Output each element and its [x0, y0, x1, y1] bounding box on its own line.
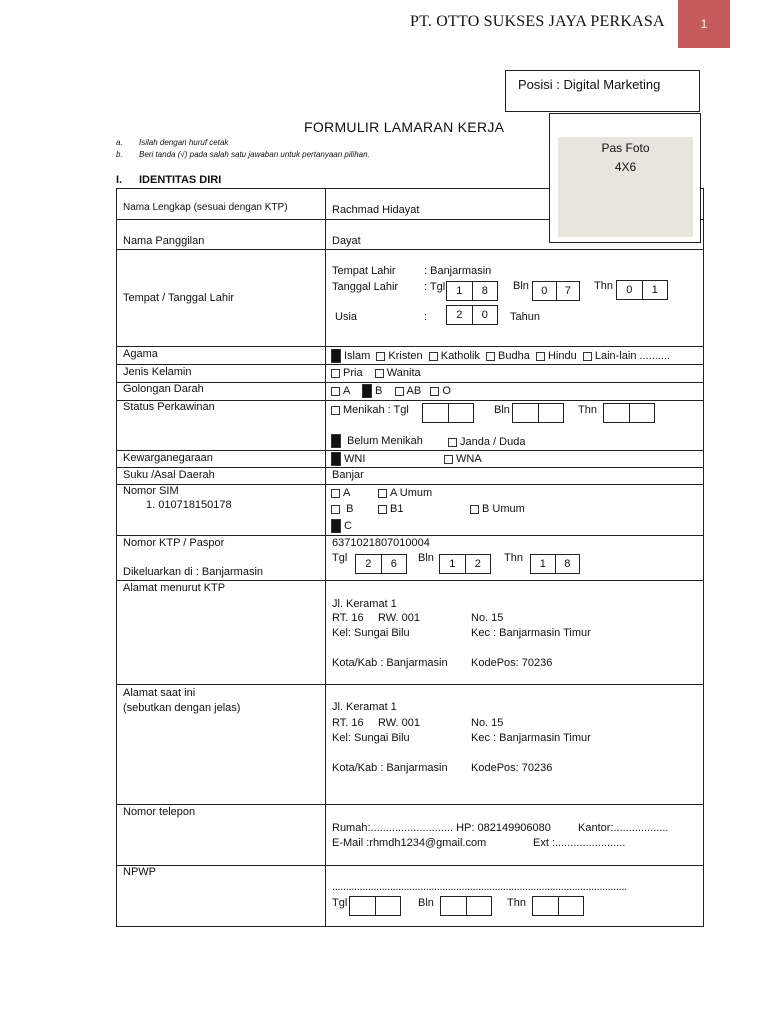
blood-type-options[interactable]	[331, 384, 451, 398]
license-label: Nomor SIM	[123, 485, 179, 497]
digit-box: 0	[626, 284, 633, 296]
digit-box	[423, 404, 448, 422]
license-number[interactable]: 1. 010718150178	[146, 499, 232, 511]
ktp-address-label: Alamat menurut KTP	[123, 582, 226, 594]
checkbox-icon[interactable]	[331, 387, 340, 396]
widowed-option[interactable]	[448, 436, 525, 448]
option-hindu: Hindu	[547, 349, 577, 362]
current-street[interactable]: Jl. Keramat 1	[332, 701, 397, 713]
ktp-rw[interactable]: RW. 001	[378, 612, 420, 624]
row-divider	[117, 684, 703, 685]
row-divider	[117, 249, 703, 250]
option-pria: Pria	[343, 367, 363, 379]
issued-at: Dikeluarkan di : Banjarmasin	[123, 566, 264, 578]
years-label: Tahun	[510, 311, 540, 323]
checkbox-icon[interactable]	[375, 369, 384, 378]
religion-label: Agama	[123, 348, 158, 360]
row-divider	[117, 484, 703, 485]
full-name-label: Nama Lengkap (sesuai dengan KTP)	[123, 202, 288, 213]
checkbox-icon[interactable]	[376, 352, 385, 361]
birthplace-value[interactable]: : Banjarmasin	[424, 265, 492, 277]
married-option[interactable]	[331, 404, 409, 416]
checkbox-icon[interactable]	[331, 505, 340, 514]
current-rt[interactable]: RT. 16	[332, 717, 364, 729]
option-sim-b: B	[346, 503, 354, 515]
full-name-value[interactable]: Rachmad Hidayat	[332, 204, 420, 216]
wni-option[interactable]	[331, 452, 365, 466]
photo-size: 4X6	[614, 160, 637, 174]
checkbox-icon[interactable]	[536, 352, 545, 361]
gender-label: Jenis Kelamin	[123, 366, 192, 378]
digit-box: 1	[456, 285, 463, 297]
tax-year-label: Thn	[507, 897, 526, 909]
checkbox-icon[interactable]	[430, 387, 439, 396]
ethnicity-label: Suku /Asal Daerah	[123, 469, 215, 481]
page-number: 1	[678, 0, 730, 48]
digit-box: 0	[541, 285, 548, 297]
digit-box: 0	[472, 306, 498, 324]
age-boxes[interactable]	[446, 305, 498, 325]
license-b1-option[interactable]	[378, 503, 403, 515]
married-day-boxes[interactable]	[422, 403, 474, 423]
note-marker-b: b.	[116, 150, 123, 159]
digit-box	[513, 404, 538, 422]
license-a-option[interactable]	[331, 487, 350, 499]
ethnicity-value[interactable]: Banjar	[332, 469, 364, 481]
checkbox-icon[interactable]	[486, 352, 495, 361]
digit-box: 2	[456, 309, 463, 321]
row-divider	[117, 346, 703, 347]
ktp-street[interactable]: Jl. Keramat 1	[332, 598, 397, 610]
digit-box	[604, 404, 629, 422]
option-sim-a: A	[343, 487, 351, 499]
current-house-number[interactable]: No. 15	[471, 717, 504, 729]
license-c-option[interactable]	[331, 519, 352, 533]
digit-box	[533, 897, 558, 915]
row-divider	[117, 804, 703, 805]
ktp-district[interactable]: Kec : Banjarmasin Timur	[471, 627, 591, 639]
married-year-label: Thn	[578, 404, 597, 416]
checkbox-checked-icon[interactable]	[331, 349, 341, 363]
digit-box: 6	[381, 555, 407, 573]
option-sim-b-umum: B Umum	[482, 503, 525, 515]
digit-box: 7	[556, 282, 580, 300]
option-janda-duda: Janda / Duda	[460, 436, 526, 448]
checkbox-icon[interactable]	[331, 369, 340, 378]
column-divider	[325, 188, 326, 927]
digit-box	[375, 897, 401, 915]
ktp-city[interactable]: Kota/Kab : Banjarmasin	[332, 657, 448, 669]
tax-month-label: Bln	[418, 897, 434, 909]
age-label: Usia	[335, 311, 358, 323]
nickname-label: Nama Panggilan	[123, 235, 205, 247]
option-ab: AB	[406, 384, 422, 397]
row-divider	[117, 865, 703, 866]
digit-box	[441, 897, 466, 915]
note-a: Isilah dengan huruf cetak	[139, 138, 229, 147]
gender-options[interactable]	[331, 367, 421, 379]
option-sim-c: C	[344, 519, 352, 532]
birth-day-boxes[interactable]	[446, 281, 498, 301]
ktp-house-number[interactable]: No. 15	[471, 612, 504, 624]
option-a: A	[343, 384, 350, 397]
company-name: PT. OTTO SUKSES JAYA PERKASA	[410, 13, 665, 30]
row-divider	[117, 535, 703, 536]
checkbox-checked-icon[interactable]	[362, 384, 372, 398]
digit-box	[558, 897, 584, 915]
option-sim-b1: B1	[390, 503, 404, 515]
wna-option[interactable]	[444, 453, 482, 465]
digit-box: 2	[365, 558, 372, 570]
option-sim-a-umum: A Umum	[390, 487, 433, 499]
id-month-label: Bln	[418, 552, 434, 564]
photo-label: Pas Foto	[601, 141, 650, 155]
current-city[interactable]: Kota/Kab : Banjarmasin	[332, 762, 448, 774]
digit-box	[350, 897, 375, 915]
section-number: I.	[116, 174, 123, 186]
birth-label: Tempat / Tanggal Lahir	[123, 292, 235, 304]
row-divider	[117, 382, 703, 383]
option-budha: Budha	[498, 349, 530, 362]
current-district[interactable]: Kec : Banjarmasin Timur	[471, 732, 591, 744]
blood-type-label: Golongan Darah	[123, 383, 204, 395]
birth-year-label: Thn	[594, 280, 613, 292]
tax-day-label: Tgl	[332, 897, 348, 909]
row-divider	[117, 580, 703, 581]
digit-box	[466, 897, 492, 915]
digit-box	[538, 404, 564, 422]
digit-box	[629, 404, 655, 422]
married-year-boxes[interactable]	[603, 403, 655, 423]
checkbox-icon[interactable]	[331, 406, 340, 415]
current-rw[interactable]: RW. 001	[378, 717, 420, 729]
marital-status-label: Status Perkawinan	[123, 401, 215, 413]
birth-month-label: Bln	[513, 280, 529, 292]
ktp-postcode[interactable]: KodePos: 70236	[471, 657, 553, 669]
checkbox-checked-icon[interactable]	[331, 434, 341, 448]
id-day-label: Tgl	[332, 552, 348, 564]
option-katholik: Katholik	[440, 349, 480, 362]
tax-id-field[interactable]: ...........................................................................................................	[332, 881, 627, 893]
license-b-umum-option[interactable]	[470, 503, 525, 515]
phone-home-hp[interactable]: Rumah:........................... HP: 082149906080	[332, 822, 551, 834]
id-month-boxes[interactable]	[439, 554, 491, 574]
license-b-option[interactable]	[331, 503, 353, 515]
form-title: FORMULIR LAMARAN KERJA	[304, 119, 505, 135]
digit-box: 1	[449, 558, 456, 570]
checkbox-icon[interactable]	[378, 489, 387, 498]
single-option[interactable]	[331, 434, 423, 448]
checkbox-icon[interactable]	[583, 352, 592, 361]
option-kristen: Kristen	[388, 349, 423, 362]
option-wna: WNA	[456, 453, 482, 465]
id-card-label: Nomor KTP / Paspor	[123, 537, 225, 549]
phone-label: Nomor telepon	[123, 806, 196, 818]
age-colon: :	[424, 311, 428, 323]
id-card-number[interactable]: 6371021807010004	[332, 537, 430, 549]
note-marker-a: a.	[116, 138, 123, 147]
checkbox-icon[interactable]	[429, 352, 438, 361]
tax-year-boxes[interactable]	[532, 896, 584, 916]
birth-month-boxes[interactable]	[532, 281, 580, 301]
current-address-sublabel: (sebutkan dengan jelas)	[123, 702, 241, 714]
id-year-label: Thn	[504, 552, 523, 564]
birthplace-label: Tempat Lahir	[332, 265, 396, 277]
row-divider	[117, 467, 703, 468]
checkbox-icon[interactable]	[378, 505, 387, 514]
option-belum-menikah: Belum Menikah	[347, 434, 423, 447]
position-box: Posisi : Digital Marketing	[505, 70, 700, 112]
birth-year-boxes[interactable]	[616, 280, 668, 300]
tax-id-label: NPWP	[123, 866, 156, 878]
married-month-boxes[interactable]	[512, 403, 564, 423]
row-divider	[117, 450, 703, 451]
digit-box: 1	[539, 558, 546, 570]
tax-day-boxes[interactable]	[349, 896, 401, 916]
note-b: Beri tanda (√) pada salah satu jawaban untuk pertanyaan pilihan.	[139, 150, 370, 159]
id-year-boxes[interactable]	[530, 554, 580, 574]
digit-box	[448, 404, 474, 422]
citizenship-label: Kewarganegaraan	[123, 452, 213, 464]
option-lain: Lain-lain ..........	[594, 349, 671, 362]
section-title: IDENTITAS DIRI	[139, 174, 222, 186]
checkbox-checked-icon[interactable]	[331, 452, 341, 466]
digit-box: 2	[465, 555, 491, 573]
option-o: O	[442, 384, 451, 397]
checkbox-icon[interactable]	[470, 505, 479, 514]
checkbox-icon[interactable]	[395, 387, 404, 396]
current-village[interactable]: Kel: Sungai Bilu	[332, 732, 410, 744]
phone-ext[interactable]: Ext :.......................	[533, 837, 626, 849]
photo-placeholder	[558, 137, 693, 237]
digit-box: 1	[642, 281, 668, 299]
nickname-value[interactable]: Dayat	[332, 235, 361, 247]
ktp-rt[interactable]: RT. 16	[332, 612, 364, 624]
ktp-village[interactable]: Kel: Sungai Bilu	[332, 627, 410, 639]
checkbox-icon[interactable]	[448, 438, 457, 447]
married-month-label: Bln	[494, 404, 510, 416]
id-day-boxes[interactable]	[355, 554, 407, 574]
digit-box: 8	[472, 282, 498, 300]
checkbox-icon[interactable]	[444, 455, 453, 464]
photo-box	[549, 113, 701, 243]
option-b: B	[374, 384, 383, 397]
birth-day-label: : Tgl	[424, 281, 446, 293]
tax-month-boxes[interactable]	[440, 896, 492, 916]
row-divider	[117, 364, 703, 365]
license-a-umum-option[interactable]	[378, 487, 432, 499]
religion-options[interactable]	[331, 349, 670, 363]
option-islam: Islam	[344, 349, 371, 362]
option-wni: WNI	[344, 452, 366, 465]
current-address-label: Alamat saat ini	[123, 687, 196, 699]
checkbox-checked-icon[interactable]	[331, 519, 341, 533]
option-wanita: Wanita	[386, 367, 421, 379]
email-value[interactable]: E-Mail :rhmdh1234@gmail.com	[332, 837, 487, 849]
phone-office[interactable]: Kantor:..................	[578, 822, 669, 834]
option-menikah: Menikah : Tgl	[343, 404, 409, 416]
checkbox-icon[interactable]	[331, 489, 340, 498]
digit-box: 8	[555, 555, 580, 573]
birthdate-label: Tanggal Lahir	[332, 281, 399, 293]
current-postcode[interactable]: KodePos: 70236	[471, 762, 553, 774]
